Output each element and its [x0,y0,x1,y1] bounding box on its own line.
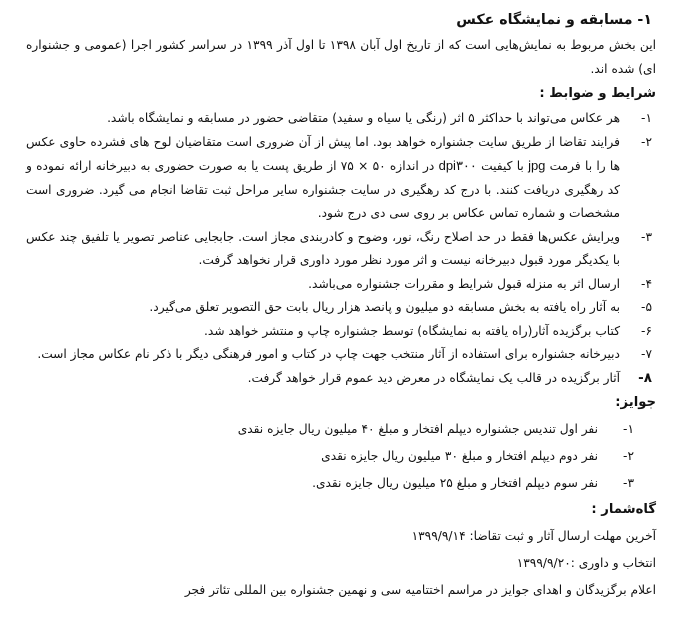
list-item [26,367,656,391]
list-item-number: ۲- [641,134,652,149]
list-item-text: ارسال اثر به منزله قبول شرایط و مقررات جشنواره می‌باشد. [308,276,620,291]
announcement-text: اعلام برگزیدگان و اهدای جوایز در مراسم اختتامیه سی و نهمین جشنواره بین المللی تئاتر فجر [184,583,656,597]
text-fragment: فرایند تقاضا از طریق سایت جشنواره خواهد بود. اما پیش از آن ضروری است متقاضیان لوح های فشرده حاوی عکس ها را با فرمت [26,134,621,173]
list-item [26,131,656,226]
prizes-list [26,416,656,497]
list-item [26,296,656,320]
list-item-text: نفر اول تندیس جشنواره دیپلم افتخار و مبلغ ۴۰ میلیون ریال جایزه نقدی [237,422,598,436]
schedule-heading: گاه‌شمار : [591,502,656,517]
list-item-text: به آثار راه یافته به بخش مسابقه دو میلیون و پانصد هزار ریال بابت حق التصویر تعلق می‌گیرد. [149,300,620,314]
list-item-text: نفر دوم دیپلم افتخار و مبلغ ۳۰ میلیون ریال جایزه نقدی [321,449,598,463]
rules-heading: شرایط و ضوابط : [539,86,656,101]
list-item [26,416,656,443]
list-item [26,343,656,367]
list-item-text: کتاب برگزیده آثار(راه یافته به نمایشگاه) توسط جشنواره چاپ و منتشر خواهد شد. [204,323,620,338]
list-item-number: ۷- [641,347,652,361]
list-item-number: ۸- [638,369,652,386]
schedule-block [26,523,656,604]
list-item-number: ۵- [641,300,652,314]
list-item [26,320,656,344]
list-item [26,443,656,470]
judging-text: انتخاب و داوری :۱۳۹۹/۹/۲۰ [516,556,656,570]
list-item-number: ۱- [641,111,652,125]
list-item-number: ۳- [641,229,652,244]
prizes-heading: جوایز: [615,395,656,410]
deadline-text: آخرین مهلت ارسال آثار و ثبت تقاضا: ۱۳۹۹/۹/۱۴ [411,529,656,543]
section-title: ۱- مسابقه و نمایشگاه عکس [456,12,652,28]
list-item-text: هر عکاس می‌تواند با حداکثر ۵ اثر (رنگی یا سیاه و سفید) متقاضی حضور در مسابقه و نمایشگاه باشد. [107,111,620,125]
list-item-text: ویرایش عکس‌ها فقط در حد اصلاح رنگ، نور، وضوح و کادربندی مجاز است. جابجایی عناصر تصویر یا تلفیق چند عکس با یکدیگر مورد قبول دبیرخانه نیست و اثر مورد نظر مورد داوری قرار نخواهد گرفت. [26,229,620,267]
text-fragment: در اندازه ۵۰ × ۷۵ از طریق پست یا به صورت حضوری به دبیرخانه ارائه نموده و کد رهگیری دریافت کنند. با درج کد رهگیری در سایت جشنواره سایر مراحل ثبت تقاضا انجام می گیرد. ضروری است مشخصات و شماره تماس عکاس بر روی سی دی درج شود. [26,159,620,220]
text-fragment: با کیفیت [476,159,529,173]
list-item-number: ۴- [641,276,652,291]
list-item [26,470,656,497]
list-item [26,226,656,273]
list-item-number: ۱- [623,422,634,436]
resolution-term: dpi۳۰۰ [438,158,477,173]
list-item-text: نفر سوم دیپلم افتخار و مبلغ ۲۵ میلیون ریال جایزه نقدی. [312,476,598,490]
rules-list [26,107,656,390]
list-item-number: ۳- [623,476,634,490]
list-item [26,273,656,297]
list-item-text [26,131,620,226]
intro-paragraph: این بخش مربوط به نمایش‌هایی است که از تاریخ اول آبان ۱۳۹۸ تا اول آذر ۱۳۹۹ در سراسر کشور اجرا (عمومی و جشنواره ای) شده اند. [26,38,656,76]
list-item-text: دبیرخانه جشنواره برای استفاده از آثار منتخب جهت چاپ در کتاب و امور فرهنگی دیگر با ذکر نام عکاس مجاز است. [37,347,620,361]
list-item-text: آثار برگزیده در قالب یک نمایشگاه در معرض دید عموم قرار خواهد گرفت. [247,370,620,385]
list-item-number: ۲- [623,449,634,463]
format-term: jpg [528,158,546,173]
list-item-number: ۶- [641,323,652,338]
list-item [26,107,656,131]
